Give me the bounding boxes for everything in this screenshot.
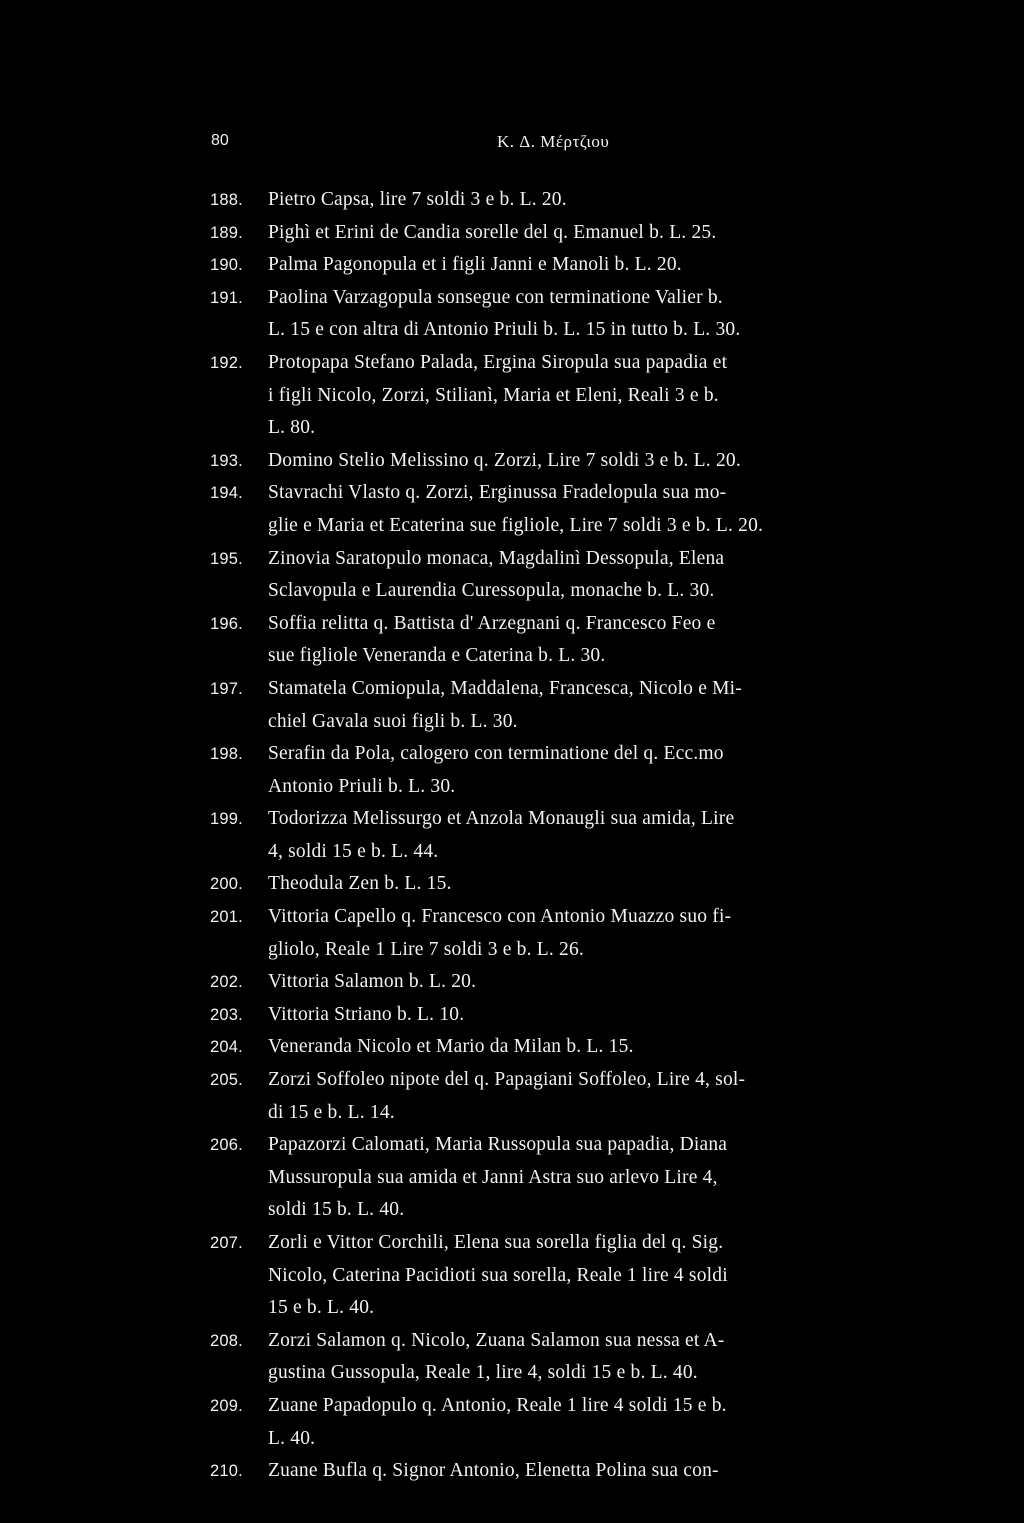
- entry-number: 208.: [210, 1331, 243, 1350]
- entry-text-line: Zinovia Saratopulo monaca, Magdalinì Dessopula, Elena: [268, 547, 725, 569]
- entry-text-line: Stamatela Comiopula, Maddalena, Francesca, Nicolo e Mi-: [268, 677, 742, 699]
- entry-text-line: Zorzi Soffoleo nipote del q. Papagiani Soffoleo, Lire 4, sol-: [268, 1069, 746, 1091]
- entry-number: 195.: [210, 549, 243, 568]
- entry-text-line: Protopapa Stefano Palada, Ergina Siropula sua papadia et: [268, 351, 728, 373]
- running-head: K. Δ. Μέρτζιου: [497, 132, 610, 151]
- entry-number: 188.: [210, 191, 243, 209]
- entry-text-line: Theodula Zen b. L. 15.: [268, 873, 452, 895]
- entry-text-line: Todorizza Melissurgo et Anzola Monaugli sua amida, Lire: [268, 808, 735, 830]
- entry-number: 198.: [210, 745, 243, 764]
- list-item: [205, 1325, 905, 1390]
- entry-number: 193.: [210, 451, 243, 470]
- entry-text-line: Nicolo, Caterina Pacidioti sua sorella, Reale 1 lire 4 soldi: [268, 1264, 728, 1286]
- list-item: [205, 803, 905, 868]
- list-item: [205, 543, 905, 608]
- entry-number: 209.: [210, 1396, 243, 1415]
- entry-number: 204.: [210, 1038, 243, 1057]
- entry-number: 191.: [210, 288, 243, 307]
- entry-text-line: gustina Gussopula, Reale 1, lire 4, soldi 15 e b. L. 40.: [268, 1362, 698, 1384]
- entry-text-line: Domino Stelio Melissino q. Zorzi, Lire 7 soldi 3 e b. L. 20.: [268, 449, 741, 471]
- entry-text-line: Antonio Priuli b. L. 30.: [268, 775, 456, 797]
- entry-text-line: Serafin da Pola, calogero con terminatione del q. Ecc.mo: [268, 743, 724, 765]
- entry-text-line: Zorli e Vittor Corchili, Elena sua sorella figlia del q. Sig.: [268, 1232, 724, 1253]
- list-item: [205, 249, 905, 282]
- list-item: [205, 738, 905, 803]
- entry-number: 206.: [210, 1136, 243, 1155]
- entry-text-line: Vittoria Salamon b. L. 20.: [268, 971, 477, 993]
- list-item: [205, 1390, 905, 1455]
- list-item: [205, 1129, 905, 1227]
- entry-text-line: chiel Gavala suoi figli b. L. 30.: [268, 710, 518, 732]
- list-item: [205, 1227, 905, 1325]
- entry-text-line: L. 80.: [268, 417, 316, 439]
- list-item: [205, 999, 905, 1032]
- list-item: [205, 868, 905, 901]
- entry-text-line: L. 15 e con altra di Antonio Priuli b. L. 15 in tutto b. L. 30.: [268, 319, 741, 341]
- entry-text-line: Paolina Varzagopula sonsegue con terminatione Valier b.: [268, 286, 723, 308]
- list-item: [205, 1064, 905, 1129]
- entry-number: 210.: [210, 1462, 243, 1481]
- page-number: 80: [211, 132, 229, 149]
- entry-text-line: gliolo, Reale 1 Lire 7 soldi 3 e b. L. 26.: [268, 938, 585, 960]
- list-item: [205, 477, 905, 542]
- entry-number: 196.: [210, 614, 243, 633]
- entry-text-line: sue figliole Veneranda e Caterina b. L. 30.: [268, 645, 606, 667]
- entry-list: [205, 184, 905, 1488]
- entry-text-line: soldi 15 b. L. 40.: [268, 1199, 405, 1221]
- entry-text-line: 15 e b. L. 40.: [268, 1297, 375, 1319]
- entry-number: 202.: [210, 973, 243, 992]
- entry-text-line: Vittoria Striano b. L. 10.: [268, 1003, 465, 1025]
- entry-text-line: L. 40.: [268, 1427, 316, 1449]
- list-item: [205, 184, 905, 217]
- entry-text-line: glie e Maria et Ecaterina sue figliole, Lire 7 soldi 3 e b. L. 20.: [268, 514, 764, 536]
- entry-number: 201.: [210, 908, 243, 927]
- entry-text-line: Zuane Papadopulo q. Antonio, Reale 1 lire 4 soldi 15 e b.: [268, 1394, 727, 1416]
- entry-text-line: Veneranda Nicolo et Mario da Milan b. L. 15.: [268, 1036, 634, 1058]
- entry-text-line: di 15 e b. L. 14.: [268, 1101, 395, 1123]
- entry-number: 197.: [210, 679, 243, 698]
- entry-text-line: Pighì et Erini de Candia sorelle del q. Emanuel b. L. 25.: [268, 221, 717, 243]
- entry-text-line: i figli Nicolo, Zorzi, Stilianì, Maria et Eleni, Reali 3 e b.: [268, 384, 719, 406]
- list-item: [205, 901, 905, 966]
- entry-number: 207.: [210, 1234, 243, 1252]
- list-item: [205, 445, 905, 478]
- list-item: [205, 608, 905, 673]
- entry-text-line: Stavrachi Vlasto q. Zorzi, Erginussa Fradelopula sua mo-: [268, 482, 727, 504]
- list-item: [205, 673, 905, 738]
- list-item: [205, 347, 905, 445]
- list-item: [205, 1031, 905, 1064]
- entry-number: 194.: [210, 484, 243, 503]
- entry-text-line: Pietro Capsa, lire 7 soldi 3 e b. L. 20.: [268, 189, 567, 210]
- list-item: [205, 966, 905, 999]
- entry-number: 205.: [210, 1071, 243, 1090]
- entry-text-line: Sclavopula e Laurendia Curessopula, monache b. L. 30.: [268, 580, 715, 602]
- entry-number: 199.: [210, 810, 243, 829]
- entry-number: 190.: [210, 256, 243, 275]
- list-item: [205, 282, 905, 347]
- entry-text-line: Mussuropula sua amida et Janni Astra suo arlevo Lire 4,: [268, 1166, 718, 1188]
- entry-text-line: Papazorzi Calomati, Maria Russopula sua papadia, Diana: [268, 1134, 728, 1156]
- entry-number: 192.: [210, 353, 243, 372]
- entry-text-line: Soffia relitta q. Battista d' Arzegnani q. Francesco Feo e: [268, 612, 716, 634]
- entry-number: 203.: [210, 1005, 243, 1024]
- entry-text-line: Zuane Bufla q. Signor Antonio, Elenetta Polina sua con-: [268, 1460, 719, 1482]
- entry-number: 200.: [210, 875, 243, 894]
- entry-text-line: 4, soldi 15 e b. L. 44.: [268, 840, 439, 862]
- entry-text-line: Zorzi Salamon q. Nicolo, Zuana Salamon sua nessa et A-: [268, 1329, 725, 1351]
- page-header: [211, 132, 691, 156]
- list-item: [205, 1455, 905, 1488]
- entry-text-line: Palma Pagonopula et i figli Janni e Manoli b. L. 20.: [268, 254, 682, 276]
- entry-number: 189.: [210, 223, 243, 242]
- list-item: [205, 217, 905, 250]
- entry-text-line: Vittoria Capello q. Francesco con Antonio Muazzo suo fi-: [268, 906, 732, 928]
